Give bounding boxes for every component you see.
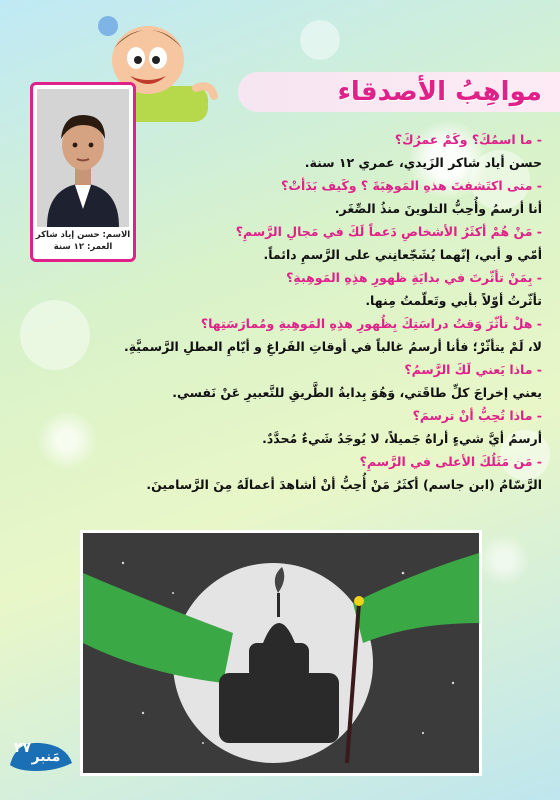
profile-photo: [37, 89, 129, 227]
profile-age: العمر: ١٢ سنة: [53, 242, 113, 252]
answer: أنا أرسمُ وأُحِبُّ التلوينَ منذُ الصِّغَر.: [334, 201, 542, 216]
answer: الرَّسّامُ (ابن جاسم) أكثَرُ مَنْ أُحِبُّ أنْ أشاهدَ أعمالَهُ مِنَ الرَّسامينَ.: [146, 477, 542, 492]
question: - مَن مَثَلُكَ الأعلى في الرَّسمِ؟: [359, 454, 542, 469]
profile-caption: [35, 229, 131, 253]
question: - بِمَنْ تأثّرتَ في بدايَةِ ظهورِ هذِهِ المَوهِبةِ؟: [286, 270, 542, 285]
question: - مَنْ هُمْ أكثَرُ الأشخاصِ دَعماً لَكَ في مَجالِ الرَّسمِ؟: [235, 224, 542, 239]
bokeh-light: [300, 20, 340, 60]
question: - ماذا يَعني لَكَ الرَّسمُ؟: [404, 362, 542, 377]
profile-name: الاسم: حسن إياد شاكر: [35, 230, 131, 240]
question: - ما اسمُكَ؟ وكَمْ عمرُكَ؟: [394, 132, 542, 147]
answer: يعني إخراجَ كلِّ طاقَتي، وَهُوَ بِدايةُ الطَّريقِ للتَّعبيرِ عَنْ نَفسي.: [172, 385, 542, 400]
shrine-drawing-illustration: [83, 533, 479, 773]
title-banner: [238, 72, 560, 112]
answer: أرسمُ أيَّ شيءٍ أراهُ جَميلاً، لا يُوجَدُ شَيءٌ مُحدَّدٌ.: [262, 431, 542, 446]
answer: أمّي و أبي، إنّهما يُشَجّعانِني على الرَّسمِ دائماً.: [263, 247, 542, 262]
profile-card: [30, 82, 136, 262]
answer: لا، لَمْ يتأثّرْ؛ فأنا أرسمُ غالباً في أوقاتِ الفَراغِ و أيّامِ العطلِ الرَّسميَّةِ.: [123, 339, 542, 354]
interview-section: [123, 128, 542, 496]
answer: تأثّرتُ أوّلاً بأبي وتَعلّمتُ مِنها.: [365, 293, 542, 308]
question: - متى اكتَشفتَ هذهِ المَوهِبَةَ ؟ وكَيف بَدَأتْ؟: [281, 178, 542, 193]
page-title: مواهِبُ الأصدقاء: [337, 77, 542, 107]
logo-text: مَنبر: [31, 749, 61, 765]
question: - هلْ تأثّرَ وَقتُ دراسَتِكَ بِظُهورِ هذِهِ المَوهِبةِ ومُمارَسَتِها؟: [200, 316, 542, 331]
bokeh-light: [20, 300, 90, 370]
answer: حسن أياد شاكر الزَيدي، عمري ١٢ سنة.: [304, 155, 542, 170]
question: - ماذا تُحِبُّ أنْ ترسمَ؟: [412, 408, 542, 423]
student-drawing: [80, 530, 482, 776]
page-number: ٢٧: [14, 740, 32, 756]
boy-portrait: [37, 89, 129, 227]
